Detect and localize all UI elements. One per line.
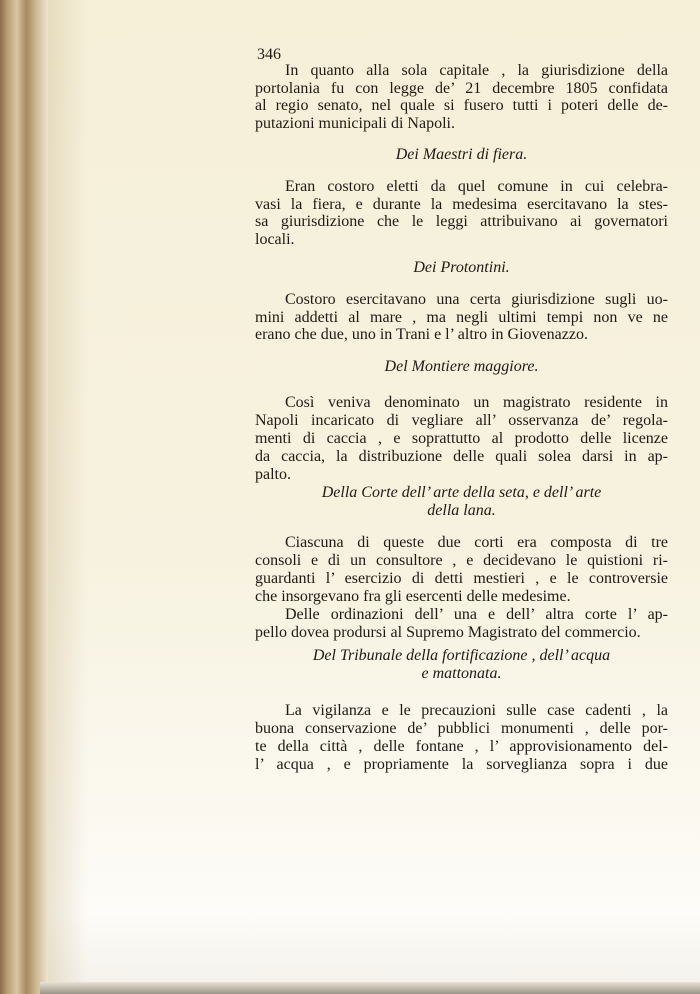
paragraph-line: da caccia, la distribuzione delle quali solea darsi in ap- (255, 448, 668, 465)
page-number: 346 (257, 46, 281, 63)
paragraph-line: putazioni municipali di Napoli. (255, 114, 455, 132)
paragraph-line: sa giurisdizione che le leggi attribuivano ai governatori (255, 213, 668, 231)
section-heading: Dei Protontini. (413, 259, 510, 276)
paragraph-line: che insorgevano fra gli esercenti delle medesime. (255, 588, 571, 605)
paragraph-line: portolania fu con legge de’ 21 decembre 1805 confidata (255, 79, 668, 97)
paragraph-line: La vigilanza e le precauzioni sulle case cadenti , la (285, 702, 668, 719)
paragraph-line: al regio senato, nel quale si fusero tutti i poteri delle de- (255, 97, 668, 115)
section-heading: Del Montiere maggiore. (384, 358, 539, 375)
paragraph-line: Eran costoro eletti da quel comune in cui celebra- (285, 178, 668, 195)
paragraph-line: Napoli incaricato di vegliare all’ osservanza de’ regola- (255, 412, 668, 429)
gutter-shadow (48, 0, 88, 994)
paragraph-line: buona conservazione de’ pubblici monumenti , delle por- (255, 720, 668, 737)
section-heading: e mattonata. (421, 665, 502, 682)
page-bottom-edge (40, 982, 700, 994)
paragraph-line: Ciascuna di queste due corti era composta di tre (285, 534, 668, 551)
book-binding-edge (0, 0, 48, 994)
paragraph-line: Così veniva denominato un magistrato residente in (285, 394, 668, 411)
paragraph-line: guardanti l’ esercizio di detti mestieri , e le controversie (255, 570, 668, 587)
paragraph-line: Delle ordinazioni dell’ una e dell’ altra corte l’ ap- (285, 606, 668, 623)
paragraph-line: vasi la fiera, e durante la medesima esercitavano la stes- (255, 195, 668, 213)
paragraph-line: menti di caccia , e soprattutto al prodotto delle licenze (255, 430, 668, 447)
section-heading: Della Corte dell’ arte della seta, e dell’ arte (321, 484, 602, 501)
paragraph-line: In quanto alla sola capitale , la giurisdizione della (285, 62, 668, 79)
paragraph-line: Costoro esercitavano una certa giurisdizione sugli uo- (285, 291, 668, 308)
paragraph-line: palto. (255, 466, 291, 483)
paragraph-line: erano che due, uno in Trani e l’ altro in Giovenazzo. (255, 326, 588, 344)
paragraph-line: locali. (255, 230, 295, 248)
paragraph-line: pello dovea prodursi al Supremo Magistrato del commercio. (255, 624, 641, 641)
paragraph-line: mini addetti al mare , ma negli ultimi tempi non ve ne (255, 308, 668, 326)
paragraph-line: consoli e di un consultore , e decidevano le quistioni ri- (255, 552, 668, 569)
paragraph-line: l’ acqua , e propriamente la sorveglianza sopra i due (255, 756, 668, 773)
section-heading: della lana. (427, 502, 496, 519)
paragraph-line: te della città , delle fontane , l’ approvisionamento del- (255, 738, 668, 755)
section-heading: Del Tribunale della fortificazione , dell’ acqua (312, 647, 611, 664)
section-heading: Dei Maestri di fiera. (395, 146, 528, 163)
